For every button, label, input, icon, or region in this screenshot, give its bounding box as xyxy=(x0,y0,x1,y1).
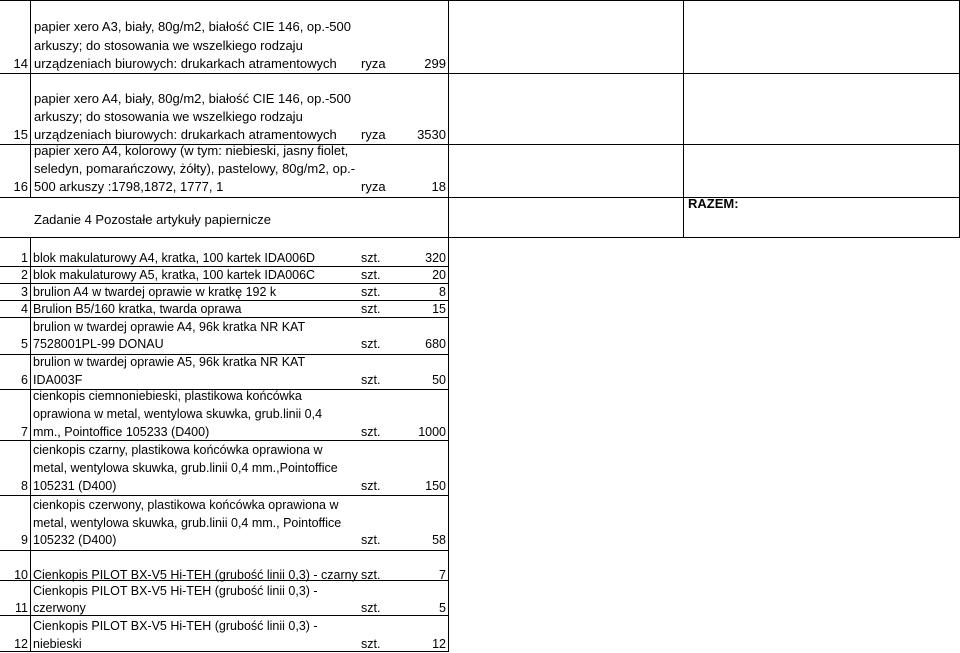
row-description: papier xero A3, biały, 80g/m2, białość CIE 146, op.-500 xyxy=(34,19,352,34)
row-number: 15 xyxy=(13,127,28,142)
row-unit: szt. xyxy=(361,373,381,387)
row-unit: szt. xyxy=(361,637,381,651)
grid-line xyxy=(0,550,448,551)
row-unit: szt. xyxy=(361,337,381,351)
row-description: papier xero A4, kolorowy (w tym: niebieski, jasny fiolet, xyxy=(34,143,349,158)
row-description: Brulion B5/160 kratka, twarda oprawa xyxy=(33,302,242,316)
row-description: 105232 (D400) xyxy=(33,533,117,547)
row-number: 1 xyxy=(21,251,28,265)
row-quantity: 18 xyxy=(431,179,446,194)
row-quantity: 7 xyxy=(439,568,446,582)
row-description: blok makulaturowy A4, kratka, 100 kartek IDA006D xyxy=(33,251,316,265)
row-quantity: 58 xyxy=(432,533,446,547)
grid-line xyxy=(448,0,449,237)
row-description: 7528001PL-99 DONAU xyxy=(33,337,164,351)
row-quantity: 15 xyxy=(432,302,446,316)
row-description: 105231 (D400) xyxy=(33,479,117,493)
grid-line xyxy=(683,0,684,237)
grid-line xyxy=(0,237,960,238)
row-description: seledyn, pomarańczowy, żółty), pastelowy, 80g/m2, op.- xyxy=(34,161,356,176)
row-quantity: 299 xyxy=(424,56,446,71)
row-description: urządzeniach biurowych: drukarkach atramentowych xyxy=(34,127,337,142)
row-description: arkuszy; do stosowania we wszelkiego rodzaju xyxy=(34,38,303,53)
row-number: 11 xyxy=(15,601,28,615)
grid-line xyxy=(0,197,960,198)
row-unit: szt. xyxy=(361,479,381,493)
row-description: 500 arkuszy :1798,1872, 1777, 1 xyxy=(34,179,224,194)
row-quantity: 150 xyxy=(425,479,446,493)
row-description: cienkopis ciemnoniebieski, plastikowa końcówka xyxy=(33,389,302,403)
row-quantity: 20 xyxy=(432,268,446,282)
row-unit: ryza xyxy=(361,127,386,142)
row-description: brulion A4 w twardej oprawie w kratkę 192 k xyxy=(33,285,277,299)
row-description: cienkopis czarny, plastikowa końcówka oprawiona w xyxy=(33,443,323,457)
row-number: 16 xyxy=(13,179,28,194)
row-description: cienkopis czerwony, plastikowa końcówka oprawiona w xyxy=(33,498,339,512)
row-unit: szt. xyxy=(361,302,381,316)
razem-label: RAZEM: xyxy=(688,196,739,211)
row-unit: szt. xyxy=(361,425,381,439)
row-quantity: 3530 xyxy=(417,127,446,142)
row-description: urządzeniach biurowych: drukarkach atramentowych xyxy=(34,56,337,71)
row-unit: szt. xyxy=(361,268,381,282)
grid-line xyxy=(0,73,960,74)
row-number: 10 xyxy=(14,568,28,582)
row-quantity: 320 xyxy=(425,251,446,265)
row-number: 9 xyxy=(21,533,28,547)
row-number: 7 xyxy=(21,425,28,439)
row-quantity: 12 xyxy=(432,637,446,651)
row-unit: szt. xyxy=(361,533,381,547)
row-unit: szt. xyxy=(361,568,381,582)
row-unit: szt. xyxy=(361,285,381,299)
row-quantity: 50 xyxy=(432,373,446,387)
grid-line xyxy=(30,0,31,197)
row-quantity: 1000 xyxy=(418,425,446,439)
row-number: 2 xyxy=(21,268,28,282)
row-number: 8 xyxy=(21,479,28,493)
row-unit: szt. xyxy=(361,601,381,615)
row-number: 5 xyxy=(21,337,28,351)
row-description: metal, wentylowa skuwka, grub.linii 0,4 mm., Pointoffice xyxy=(33,516,342,530)
row-description: czerwony xyxy=(33,601,86,615)
section-title: Zadanie 4 Pozostałe artykuły papiernicze xyxy=(34,212,272,227)
row-unit: ryza xyxy=(361,56,386,71)
row-description: arkuszy; do stosowania we wszelkiego rodzaju xyxy=(34,109,303,124)
grid-line xyxy=(0,0,960,1)
row-description: IDA003F xyxy=(33,373,83,387)
row-quantity: 8 xyxy=(439,285,446,299)
row-description: blok makulaturowy A5, kratka, 100 kartek IDA006C xyxy=(33,268,316,282)
row-description: brulion w twardej oprawie A5, 96k kratka NR KAT xyxy=(33,355,306,369)
row-unit: ryza xyxy=(361,179,386,194)
row-description: Cienkopis PILOT BX-V5 Hi-TEH (grubość linii 0,3) - czarny xyxy=(33,568,358,582)
row-number: 6 xyxy=(21,373,28,387)
row-description: papier xero A4, biały, 80g/m2, białość CIE 146, op.-500 xyxy=(34,91,352,106)
grid-line xyxy=(30,237,31,652)
row-number: 4 xyxy=(21,302,28,316)
row-description: metal, wentylowa skuwka, grub.linii 0,4 mm.,Pointoffice xyxy=(33,461,338,475)
row-description: Cienkopis PILOT BX-V5 Hi-TEH (grubość linii 0,3) - xyxy=(33,584,318,598)
row-description: Cienkopis PILOT BX-V5 Hi-TEH (grubość linii 0,3) - xyxy=(33,619,318,633)
row-description: mm., Pointoffice 105233 (D400) xyxy=(33,425,210,439)
row-number: 3 xyxy=(21,285,28,299)
row-quantity: 680 xyxy=(425,337,446,351)
grid-line xyxy=(448,237,449,652)
row-number: 14 xyxy=(13,56,28,71)
row-number: 12 xyxy=(14,637,28,651)
row-unit: szt. xyxy=(361,251,381,265)
row-description: oprawiona w metal, wentylowa skuwka, grub.linii 0,4 xyxy=(33,407,323,421)
row-description: brulion w twardej oprawie A4, 96k kratka NR KAT xyxy=(33,320,306,334)
row-description: niebieski xyxy=(33,637,82,651)
row-quantity: 5 xyxy=(439,601,446,615)
